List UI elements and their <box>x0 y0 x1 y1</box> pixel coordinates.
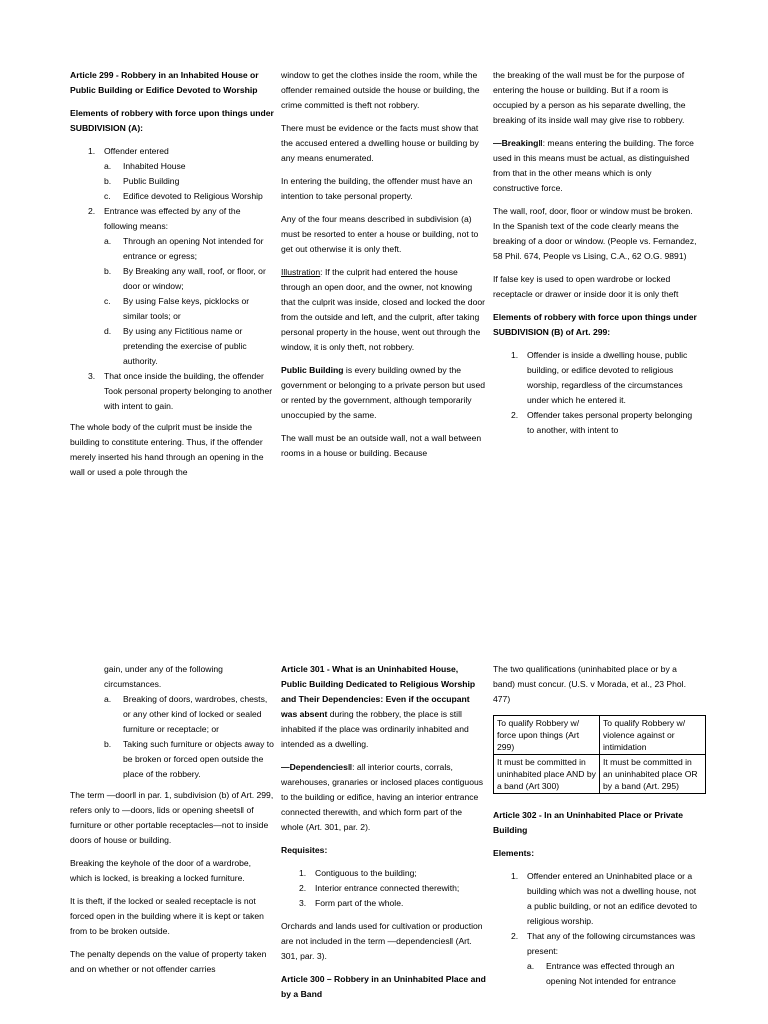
list-item: 1. Offender is inside a dwelling house, public building, or edifice devoted to religious worship, regardless of the circumstances under which he entered it. <box>511 350 688 405</box>
table-row <box>494 755 706 794</box>
dependencies-label: ―Dependencies‖ <box>281 762 353 772</box>
art299-title: Article 299 - Robbery in an Inhabited House or Public Building or Edifice Devoted to Worship <box>70 70 259 95</box>
list-item: 2. Interior entrance connected therewith; <box>299 883 460 893</box>
list-item: 1. Offender entered an Uninhabited place or a building which was not a dwelling house, not a public building, or not an edifice devoted to religious worship. <box>511 871 698 926</box>
table-cell: It must be committed in uninhabited place AND by a band (Art 300) <box>494 755 600 794</box>
list-item: a. Breaking of doors, wardrobes, chests, or any other kind of locked or sealed furniture or receptacle; or <box>104 694 268 734</box>
paragraph: In entering the building, the offender must have an intention to take personal property. <box>281 176 473 201</box>
list-item: b. Public Building <box>104 176 180 186</box>
dependencies-paragraph: ―Dependencies‖: all interior courts, corrals, warehouses, granaries or inclosed places contiguous to the building or edifice, having an interior entrance connected therewith, and which form part of the whole (Art. 301, par. 2). <box>281 762 484 832</box>
breaking-label: ―Breaking‖ <box>493 138 543 148</box>
illustration-label: Illustration <box>281 267 321 277</box>
art302-title: Article 302 - In an Uninhabited Place or Private Building <box>493 810 684 835</box>
elements-b-heading: Elements of robbery with force upon things under SUBDIVISION (B) of Art. 299: <box>493 312 697 337</box>
list-item: 3. Form part of the whole. <box>299 898 404 908</box>
paragraph: The two qualifications (uninhabited place or by a band) must concur. (U.S. v Morada, et al., 23 Phol. 477) <box>493 664 686 704</box>
top-column-3 <box>493 68 698 438</box>
list-item: a. Through an opening Not intended for entrance or egress; <box>104 236 264 261</box>
table-cell: It must be committed in an uninhabited place OR by a band (Art. 295) <box>600 755 706 794</box>
circumstances-list <box>70 692 275 782</box>
comparison-table <box>493 715 706 794</box>
elements-a-heading: Elements of robbery with force upon things under SUBDIVISION (A): <box>70 108 274 133</box>
elements-heading: Elements: <box>493 848 535 858</box>
paragraph: window to get the clothes inside the room, while the offender remained outside the house or building, the crime committed is theft not robbery. <box>281 70 480 110</box>
art301-paragraph: Article 301 - What is an Uninhabited House, Public Building Dedicated to Religious Worship and Their Dependencies: Even if the occupant was absent during the robbery, the place is still inhabited if the place was ordinarily inhabited and intended as a dwelling. <box>281 664 476 749</box>
list-item: c. Edifice devoted to Religious Worship <box>104 191 263 201</box>
paragraph: There must be evidence or the facts must show that the accused entered a dwelling house or building by any means enumerated. <box>281 123 479 163</box>
illustration-paragraph: Illustration: If the culprit had entered the house through an open door, and the owner, not knowing that the culprit was inside, closed and locked the door from the outside and left, and the culprit, after taking personal property in the house, went out through the window, it is only theft, not robbery. <box>281 267 485 352</box>
elements-list <box>70 144 275 414</box>
breaking-paragraph: ―Breaking‖: means entering the building. The force used in this means must be actual, as distinguished from that in the other means which is only constructive force. <box>493 138 694 193</box>
art300-title: Article 300 – Robbery in an Uninhabited Place and by a Band <box>281 974 486 999</box>
top-column-1 <box>70 68 275 488</box>
list-item: 1. Offender entered <box>88 146 169 156</box>
table-cell: To qualify Robbery w/ force upon things (Art 299) <box>494 716 600 755</box>
elements-b-list <box>493 348 698 438</box>
paragraph: The wall, roof, door, floor or window must be broken. In the Spanish text of the code clearly means the breaking of a door or window. (People vs. Fernandez, 58 Phil. 674, People vs Lising, C.A., 62 O.G. 9891) <box>493 206 697 261</box>
paragraph: Breaking the keyhole of the door of a wardrobe, which is locked, is breaking a locked furniture. <box>70 858 252 883</box>
list-item: 2. Entrance was effected by any of the following means: <box>88 206 241 231</box>
paragraph: If false key is used to open wardrobe or locked receptacle or drawer or inside door it is only theft <box>493 274 679 299</box>
top-column-2 <box>281 68 486 469</box>
list-continuation: gain, under any of the following circumstances. <box>104 664 223 689</box>
list-item: a. Entrance was effected through an opening Not intended for entrance <box>527 961 676 986</box>
paragraph: the breaking of the wall must be for the purpose of entering the house or building. But if a room is occupied by a person as his separate dwelling, the breaking of its inside wall may give rise to robbery. <box>493 70 686 125</box>
bottom-column-2 <box>281 662 486 1010</box>
paragraph: The penalty depends on the value of property taken and on whether or not offender carries <box>70 949 267 974</box>
paragraph: It is theft, if the locked or sealed receptacle is not forced open in the building where it is kept or taken from to be broken outside. <box>70 896 264 936</box>
paragraph: Any of the four means described in subdivision (a) must be resorted to enter a house or building, not to get out otherwise it is only theft. <box>281 214 479 254</box>
list-item: 2. Offender takes personal property belonging to another, with intent to <box>511 410 693 435</box>
list-item: b. By Breaking any wall, roof, or floor, or door or window; <box>104 266 266 291</box>
list-item: 1. Contiguous to the building; <box>299 868 417 878</box>
art302-elements-list <box>493 869 698 989</box>
bottom-column-1 <box>70 662 275 985</box>
paragraph: Orchards and lands used for cultivation or production are not included in the term ―dependencies‖ (Art. 301, par. 3). <box>281 921 483 961</box>
paragraph: The whole body of the culprit must be inside the building to constitute entering. Thus, if the offender merely inserted his hand through an opening in the wall or used a pole through the <box>70 422 264 477</box>
requisites-heading: Requisites: <box>281 845 328 855</box>
list-item: b. Taking such furniture or objects away to be broken or forced open outside the place of the robbery. <box>104 739 274 779</box>
paragraph: The wall must be an outside wall, not a wall between rooms in a house or building. Because <box>281 433 482 458</box>
list-item: c. By using False keys, picklocks or similar tools; or <box>104 296 250 321</box>
art301-title: Article 301 - What is an Uninhabited House, Public Building Dedicated to Religious Worship and Their Dependencies: Even if the occupant was absent <box>281 664 476 719</box>
table-row <box>494 716 706 755</box>
table-cell: To qualify Robbery w/ violence against or intimidation <box>600 716 706 755</box>
list-item: d. By using any Fictitious name or pretending the exercise of public authority. <box>104 326 247 366</box>
list-item: a. Inhabited House <box>104 161 186 171</box>
public-building-label: Public Building <box>281 365 344 375</box>
list-item: 2. That any of the following circumstances was present: <box>511 931 696 956</box>
requisites-list <box>281 866 486 911</box>
bottom-column-3 <box>493 662 698 989</box>
paragraph: The term ―door‖ in par. 1, subdivision (b) of Art. 299, refers only to ―doors, lids or opening sheets‖ of furniture or other portable receptacles―not to inside doors of house or building. <box>70 790 274 845</box>
public-building-paragraph: Public Building is every building owned by the government or belonging to a private person but used or rented by the government, although temporarily unoccupied by the same. <box>281 365 485 420</box>
list-item: 3. That once inside the building, the offender Took personal property belonging to another with intent to gain. <box>88 371 273 411</box>
